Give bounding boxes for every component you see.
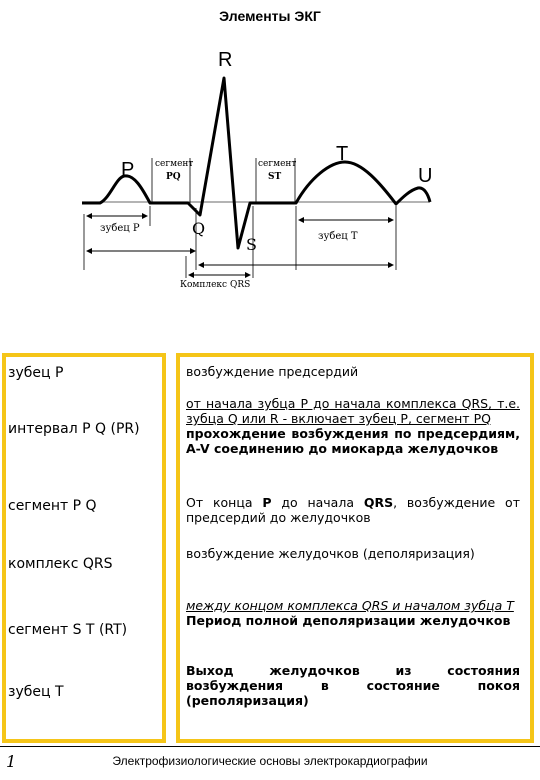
wave-t-duration-label: зубец Т [318, 231, 358, 242]
desc-segment-st-definition: между концом комплекса QRS и началом зубца Т [186, 598, 514, 613]
page-number: 1 [6, 752, 17, 771]
segment-st-word: сегмент [258, 159, 297, 169]
desc-segment-pq-p: Р [262, 495, 272, 510]
wave-t-label: T [336, 143, 349, 165]
desc-segment-st [186, 598, 520, 628]
segment-st-name: ST [268, 172, 282, 182]
desc-wave-t [186, 663, 520, 708]
ecg-diagram [0, 38, 540, 298]
desc-segment-pq-part3: , возбуждение от предсердий до желудочков [186, 495, 520, 525]
term-segment-pq: сегмент Р Q [8, 498, 97, 514]
desc-wave-t-line3: (реполяризация) [186, 693, 309, 708]
term-segment-st: сегмент S T (RT) [8, 622, 128, 638]
wave-p-label: P [121, 159, 135, 181]
footer-divider [0, 746, 540, 747]
wave-s-label: S [246, 235, 257, 254]
desc-segment-pq [186, 495, 520, 525]
term-qrs-complex: комплекс QRS [8, 556, 113, 572]
wave-u-label: U [418, 165, 433, 187]
wave-q-label: Q [192, 219, 206, 238]
desc-wave-t-line1: Выход желудочков из состояния [186, 663, 520, 678]
desc-segment-st-meaning: Период полной деполяризации желудочков [186, 613, 511, 628]
desc-qrs-complex: возбуждение желудочков (деполяризация) [186, 546, 475, 561]
page-title: Элементы ЭКГ [219, 8, 321, 24]
desc-segment-pq-part2: до начала [271, 495, 364, 510]
qrs-label: Комплекс QRS [180, 280, 251, 290]
desc-segment-pq-qrs: QRS [363, 495, 394, 510]
segment-pq-name: PQ [166, 172, 181, 182]
desc-wave-t-line2: возбуждения в состояние покоя [186, 678, 520, 693]
wave-p-duration-label: зубец Р [100, 223, 140, 234]
desc-interval-pq [186, 396, 520, 456]
desc-wave-p: возбуждение предсердий [186, 364, 359, 379]
term-wave-t: зубец Т [8, 684, 64, 700]
segment-pq-word: сегмент [155, 159, 194, 169]
wave-r-label: R [218, 49, 233, 71]
term-wave-p: зубец Р [8, 365, 64, 381]
term-interval-pq: интервал Р Q (PR) [8, 421, 140, 437]
footer-caption: Электрофизиологические основы электрокардиографии [112, 754, 428, 768]
desc-segment-pq-part1: От конца [186, 495, 263, 510]
desc-interval-pq-definition: от начала зубца Р до начала комплекса QRS, т.е. зубца Q или R - включает зубец Р, сегмент PQ [186, 396, 520, 426]
desc-interval-pq-meaning: прохождение возбуждения по предсердиям, A-V соединению до миокарда желудочков [186, 426, 520, 456]
